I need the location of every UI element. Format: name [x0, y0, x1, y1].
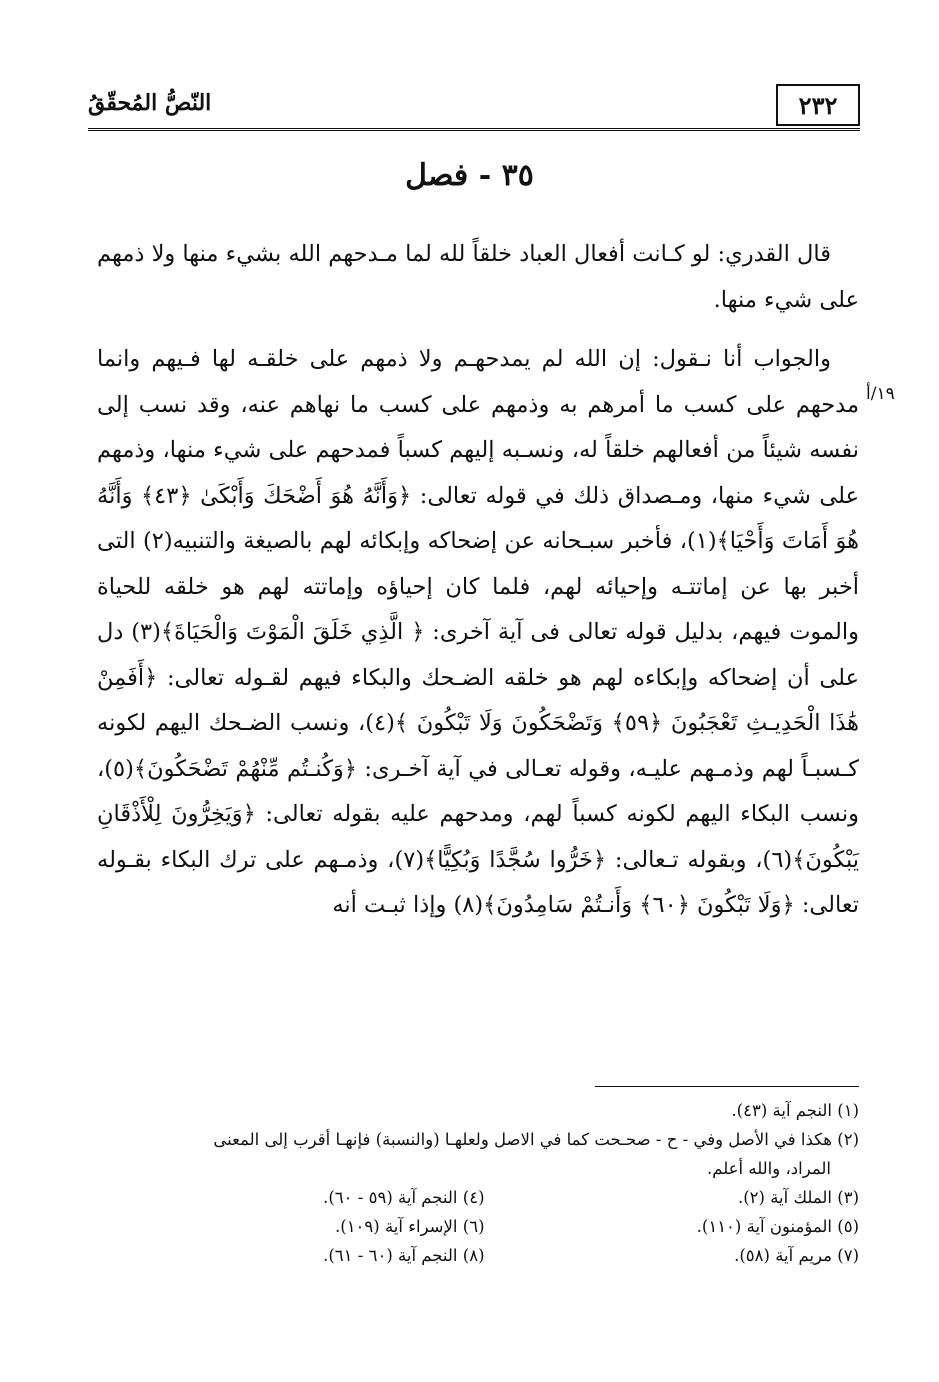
footnote: (٢) هكذا في الأصل وفي - ح - صحـحت كما في الاصل ولعلهـا (والنسبة) فإنهـا أقرب إلى المعنى: [213, 1130, 859, 1149]
section-heading: ٣٥ - فصل: [405, 158, 534, 193]
margin-note: ١٩/أ: [866, 384, 895, 404]
body-text: [97, 232, 859, 929]
paragraph: والجواب أنا نـقول: إن الله لم يمدحهـم ولا ذمهم على خلقـه لها فـيهم وانما مدحهم على كسب ما أمرهم به وذمهم على كسب ما نهاهم عنه، وقد نسب إلى نفسه شيئاً من أفعالهم خلقاً له، ونسـبه إليهم كسباً فمدحهم على شيء منها، وذمهم على شيء منها، ومـصداق ذلك في قوله تعالى: ﴿وَأَنَّهُ هُوَ أَضْحَكَ وَأَبْكَىٰ ﴿٤٣﴾ وَأَنَّهُ هُوَ أَمَاتَ وَأَحْيَا﴾(١)، فأخبر سبـحانه عن إضحاكه وإبكائه لهم بالصيغة والتنبيه(٢) التى أخبر بها عن إماتتـه وإحيائه لهم، فلما كان إحياؤه وإماتته لهم هو خلقه للحياة والموت فيهم، بدليل قوله تعالى فى آية آخرى: ﴿ الَّذِي خَلَقَ الْمَوْتَ وَالْحَيَاةَ﴾(٣) دل على أن إضحاكه وإبكاءه لهم هو خلقه الضـحك والبكاء فيهم لقـوله تعالى: ﴿أَفَمِنْ هَٰذَا الْحَدِيـثِ تَعْجَبُونَ ﴿٥٩﴾ وَتَضْحَكُونَ وَلَا تَبْكُونَ ﴾(٤)، ونسب الضـحك اليهم لكونه كـسبـاً لهم وذمـهم عليـه، وقوله تعـالى في آية آخـرى: ﴿وَكُنـتُم مِّنْهُمْ تَضْحَكُونَ﴾(٥)، ونسب البكاء اليهم لكونه كسباً لهم، ومدحهم عليه بقوله تعالى: ﴿وَيَخِرُّونَ لِلْأَذْقَانِ يَبْكُونَ﴾(٦)، وبقوله تـعالى: ﴿خَرُّوا سُجَّدًا وَبُكِيًّا﴾(٧)، وذمـهم على ترك البكاء بقـوله تعالى: ﴿وَلَا تَبْكُونَ ﴿٦٠﴾ وَأَنـتُمْ سَامِدُونَ﴾(٨) وإذا ثبـت أنه: [97, 346, 860, 918]
footnote-rule: [595, 1086, 859, 1087]
footnote: (١) النجم آية (٤٣).: [731, 1101, 859, 1120]
page-number: ٢٣٢: [776, 84, 860, 126]
footnote: (٣) الملك آية (٢).: [737, 1188, 859, 1207]
footnote: (٧) مريم آية (٥٨).: [734, 1246, 859, 1265]
footnote: (٨) النجم آية (٦٠ - ٦١).: [323, 1246, 485, 1265]
paragraph: قال القدري: لو كـانت أفعال العباد خلقاً لله لما مـدحهم الله بشيء منها ولا ذمهم على شيء منها.: [97, 241, 859, 313]
footnote: (٦) الإسراء آية (١٠٩).: [335, 1217, 485, 1236]
running-title: النّصُّ المُحقّقُ: [88, 90, 212, 116]
header-rule: [88, 128, 860, 131]
footnote: (٤) النجم آية (٥٩ - ٦٠).: [323, 1188, 485, 1207]
page-header: [88, 84, 860, 134]
footnote-continuation: المراد، والله أعلم.: [706, 1159, 831, 1178]
footnote-grid: [110, 1183, 859, 1270]
footnotes: [110, 1096, 859, 1270]
footnote: (٥) المؤمنون آية (١١٠).: [696, 1217, 859, 1236]
